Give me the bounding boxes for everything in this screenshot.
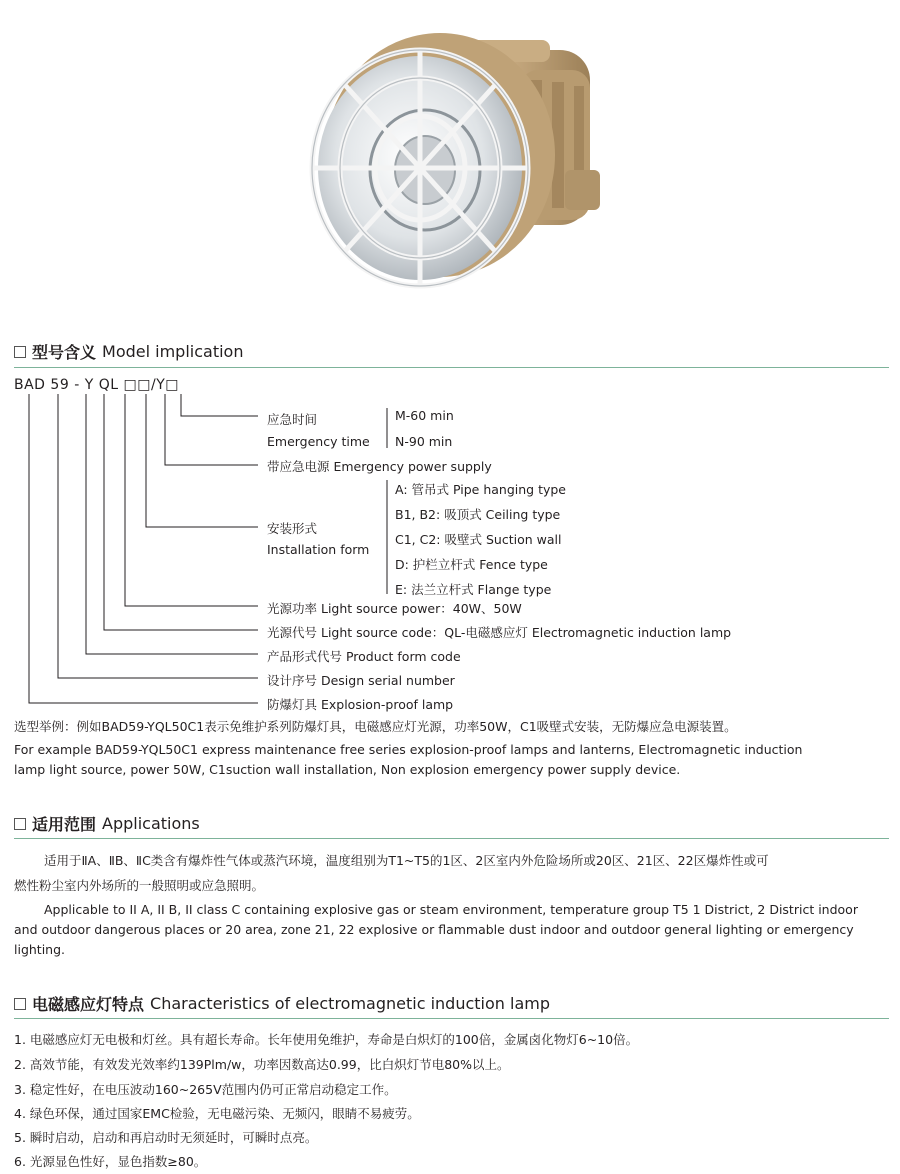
feature-item-6: 6. 光源显色性好，显色指数≥80。 bbox=[14, 1154, 207, 1169]
example-cn: 选型举例：例如BAD59-YQL50C1表示免维护系列防爆灯具，电磁感应灯光源，功率50W，C1吸壁式安装，无防爆应急电源装置。 bbox=[14, 719, 737, 734]
model-title-cn: 型号含义 bbox=[32, 343, 97, 362]
applications-en-line3: lighting. bbox=[14, 942, 66, 957]
install-option-a: A: 管吊式 Pipe hanging type bbox=[395, 482, 566, 497]
feature-item-1: 1. 电磁感应灯无电极和灯丝。具有超长寿命。长年使用免维护，寿命是白炽灯的100倍，金属卤化物灯6~10倍。 bbox=[14, 1032, 639, 1047]
light-source-code-label: 光源代号 Light source code：QL-电磁感应灯 Electromagnetic induction lamp bbox=[267, 625, 732, 640]
code-part-dash: - bbox=[74, 377, 80, 393]
feature-item-2: 2. 高效节能，有效发光效率约139Plm/w，功率因数高达0.99，比白炽灯节电80%以上。 bbox=[14, 1057, 510, 1072]
code-part-series: BAD bbox=[14, 377, 46, 393]
section-divider bbox=[14, 367, 889, 368]
installation-form-cn: 安装形式 bbox=[267, 521, 318, 536]
code-part-power: □ bbox=[123, 377, 138, 393]
light-source-power-label: 光源功率 Light source power：40W、50W bbox=[267, 601, 522, 616]
code-part-light-source: QL bbox=[98, 377, 119, 393]
installation-form-en: Installation form bbox=[267, 542, 370, 557]
example-en-line1: For example BAD59-YQL50C1 express maintenance free series explosion-proof lamps and lanterns, Electromagnetic induction bbox=[14, 742, 803, 757]
checkbox-square-icon bbox=[14, 346, 26, 358]
install-option-e: E: 法兰立杆式 Flange type bbox=[395, 582, 552, 597]
section-divider bbox=[14, 838, 889, 839]
applications-title-cn: 适用范围 bbox=[32, 815, 97, 834]
feature-item-4: 4. 绿色环保，通过国家EMC检验，无电磁污染、无频闪，眼睛不易疲劳。 bbox=[14, 1106, 420, 1121]
emergency-time-cn: 应急时间 bbox=[267, 412, 318, 427]
model-section-header bbox=[14, 340, 243, 363]
wire-guard bbox=[312, 50, 528, 286]
emergency-power-label: 带应急电源 Emergency power supply bbox=[267, 459, 492, 474]
checkbox-square-icon bbox=[14, 818, 26, 830]
code-part-serial: 59 bbox=[50, 377, 70, 393]
install-option-d: D: 护栏立杆式 Fence type bbox=[395, 557, 548, 572]
applications-cn-line2: 燃性粉尘室内外场所的一般照明或应急照明。 bbox=[14, 878, 265, 893]
feature-item-3: 3. 稳定性好，在电压波动160~265V范围内仍可正常启动稳定工作。 bbox=[14, 1082, 397, 1097]
design-serial-label: 设计序号 Design serial number bbox=[267, 673, 455, 688]
features-title-cn: 电磁感应灯特点 bbox=[32, 995, 145, 1014]
applications-section-header bbox=[14, 812, 200, 835]
emergency-time-en: Emergency time bbox=[267, 434, 370, 449]
applications-cn-line1: 适用于ⅡA、ⅡB、ⅡC类含有爆炸性气体或蒸汽环境，温度组别为T1~T5的1区、2区室内外危险场所或20区、21区、22区爆炸性或可 bbox=[44, 853, 769, 868]
features-title-en: Characteristics of electromagnetic induction lamp bbox=[150, 994, 550, 1013]
applications-title-en: Applications bbox=[102, 814, 200, 833]
code-part-emergency-time: □ bbox=[165, 377, 179, 393]
checkbox-square-icon bbox=[14, 998, 26, 1010]
model-title-en: Model implication bbox=[102, 342, 244, 361]
emergency-time-option-m: M-60 min bbox=[395, 408, 454, 423]
emergency-time-option-n: N-90 min bbox=[395, 434, 453, 449]
code-part-slash: / bbox=[150, 377, 157, 393]
product-photo bbox=[290, 20, 620, 300]
section-divider bbox=[14, 1018, 889, 1019]
example-en-line2: lamp light source, power 50W, C1suction wall installation, Non explosion emergency power supply device. bbox=[14, 762, 681, 777]
applications-en-line1: Applicable to II A, II B, II class C containing explosive gas or steam environment, temperature group T5 1 District, 2 District indoor bbox=[44, 902, 858, 917]
feature-item-5: 5. 瞬时启动，启动和再启动时无须延时，可瞬时点亮。 bbox=[14, 1130, 318, 1145]
code-part-form: Y bbox=[84, 377, 94, 393]
code-part-emergency: Y bbox=[156, 377, 166, 393]
product-form-code-label: 产品形式代号 Product form code bbox=[267, 649, 461, 664]
code-part-install: □ bbox=[137, 377, 151, 393]
applications-en-line2: and outdoor dangerous places or 20 area, zone 21, 22 explosive or flammable dust indoor and outdoor general lighting or emergency bbox=[14, 922, 854, 937]
features-section-header bbox=[14, 992, 550, 1015]
explosion-proof-label: 防爆灯具 Explosion-proof lamp bbox=[267, 697, 454, 712]
install-option-b: B1, B2: 吸顶式 Ceiling type bbox=[395, 507, 561, 522]
install-option-c: C1, C2: 吸壁式 Suction wall bbox=[395, 532, 562, 547]
